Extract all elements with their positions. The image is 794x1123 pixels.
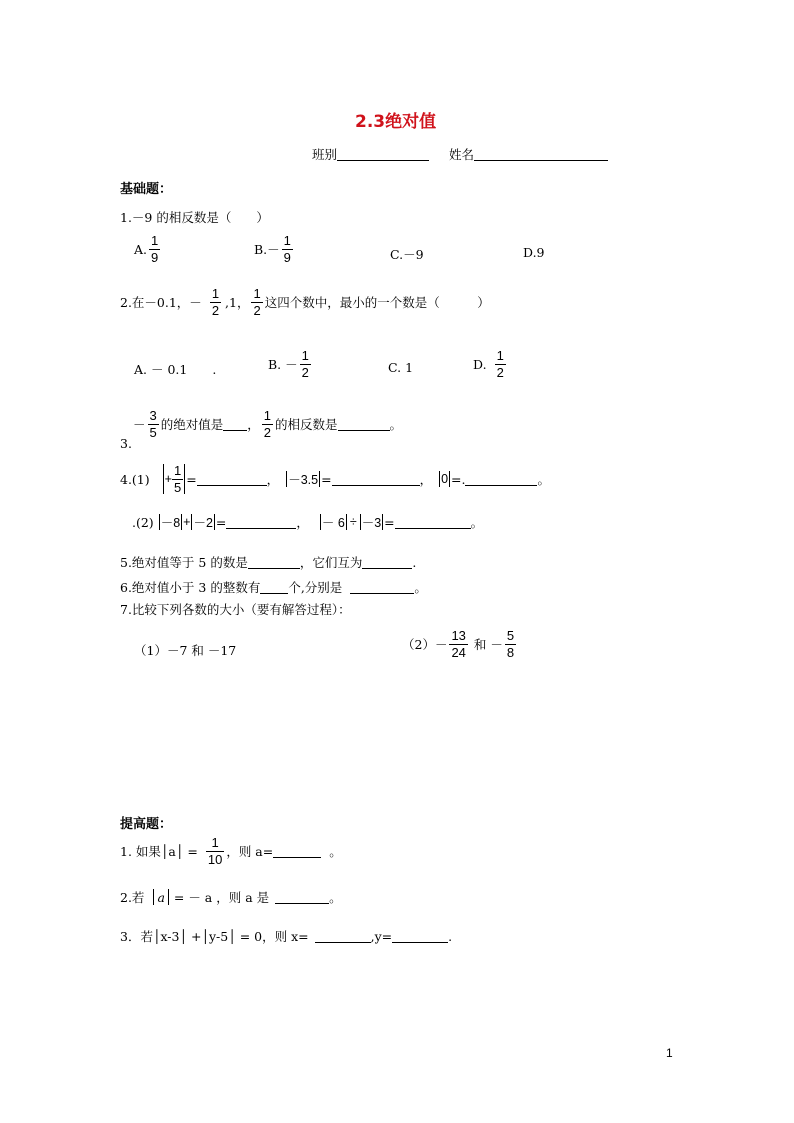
adv-q3-end: . <box>448 928 453 944</box>
q5-end: . <box>412 554 417 570</box>
fraction: $\frac{5}{8}$ <box>506 628 515 660</box>
fraction: $\frac{1}{9}$ <box>283 233 291 265</box>
q4-blank-1[interactable] <box>197 473 267 486</box>
q3-blank-2[interactable] <box>338 418 390 431</box>
q6-blank-1[interactable] <box>260 581 288 594</box>
basic-q2-option-a: A. － 0.1 . <box>134 362 217 377</box>
abs-value: －8 <box>160 516 181 530</box>
q5-text2: ，它们互为 <box>299 555 363 570</box>
q2-suffix: 这四个数中，最小的一个数是（ ） <box>264 295 490 311</box>
abs-value: －3 <box>361 516 382 530</box>
basic-q7-stem: 7.比较下列各数的大小（要有解答过程）： <box>120 602 351 617</box>
basic-q1-option-b <box>254 234 295 264</box>
q3-text2: 的相反数是 <box>275 417 338 433</box>
abs-bar <box>319 471 320 487</box>
equals: = <box>321 471 332 487</box>
basic-q2-stem <box>120 287 490 317</box>
basic-q1-option-d: D.9 <box>523 245 545 260</box>
option-label: B. － <box>268 357 298 373</box>
equals: =. <box>451 471 466 487</box>
basic-q2-option-d <box>473 349 508 379</box>
comma: ， <box>419 472 433 488</box>
comma: ， <box>296 515 309 530</box>
q4-label: .(2) <box>132 514 154 530</box>
q3-blank-1[interactable] <box>223 418 247 431</box>
fraction: $\frac{1}{10}$ <box>207 835 223 867</box>
abs-bar <box>184 464 185 494</box>
fraction: $\frac{1}{2}$ <box>301 348 309 380</box>
abs-bar <box>168 889 169 905</box>
abs-bar <box>163 464 164 494</box>
q6-text2: 个,分别是 <box>288 580 343 595</box>
page-title: 2.3绝对值 <box>355 112 437 132</box>
q3-text1: 的绝对值是 <box>160 417 224 433</box>
basic-q3 <box>133 409 402 439</box>
adv-q3-blank-y[interactable] <box>392 930 448 943</box>
basic-q4-line2 <box>132 513 483 531</box>
basic-q1-option-c: C.－9 <box>390 247 424 262</box>
adv-q3-text2: ,y= <box>370 928 393 944</box>
adv-q2-blank[interactable] <box>275 891 329 904</box>
abs-bar <box>346 514 347 530</box>
q2-prefix: 2.在－0.1，－ <box>120 295 202 311</box>
abs-value: －2 <box>193 516 213 530</box>
abs-value: 0 <box>441 472 449 487</box>
q7-part2-label: （2）－ <box>402 637 448 653</box>
fraction: $\frac{3}{5}$ <box>149 408 157 440</box>
abs-bar <box>382 514 383 530</box>
plus-sign: + <box>164 472 172 487</box>
student-info <box>312 145 608 163</box>
fraction: $\frac{1}{2}$ <box>263 408 272 440</box>
q3-sep: ， <box>247 417 260 433</box>
option-label: B.－ <box>254 242 280 258</box>
adv-q2-text: = － a ，则 a 是 <box>173 890 270 905</box>
abs-bar <box>320 514 321 530</box>
basic-q4-line1 <box>120 464 550 494</box>
advanced-q3 <box>120 927 452 945</box>
fraction: $\frac{13}{24}$ <box>451 628 466 660</box>
abs-bar <box>286 471 287 487</box>
basic-q6 <box>120 578 427 596</box>
period: 。 <box>470 515 484 530</box>
period: 。 <box>537 472 550 488</box>
abs-bar <box>153 889 154 905</box>
basic-q1-stem: 1.－9 的相反数是（ ） <box>120 210 269 225</box>
fraction: $\frac{1}{2}$ <box>496 348 504 380</box>
name-label: 姓名 <box>449 147 475 162</box>
adv-q1-blank[interactable] <box>273 845 321 858</box>
q5-text1: 5.绝对值等于 5 的数是 <box>120 555 248 570</box>
q5-blank-1[interactable] <box>248 556 300 569</box>
q4-blank-3[interactable] <box>465 473 537 486</box>
advanced-section-heading: 提高题： <box>120 817 173 832</box>
basic-q2-option-b <box>268 349 313 379</box>
basic-q5 <box>120 553 416 571</box>
basic-q7-part2 <box>402 629 518 659</box>
adv-q2-end: 。 <box>329 890 342 905</box>
q4-blank-4[interactable] <box>226 516 296 529</box>
q6-blank-2[interactable] <box>350 581 414 594</box>
q7-and: 和 － <box>473 637 503 653</box>
equals: = <box>384 514 395 530</box>
q4-label: 4.(1) <box>120 471 150 487</box>
basic-q7-part1: （1）－7 和 －17 <box>134 643 237 658</box>
basic-q3-number: 3. <box>120 436 132 451</box>
basic-q1-option-a <box>134 234 162 264</box>
basic-q2-option-c: C. 1 <box>388 360 414 375</box>
advanced-q1 <box>120 836 342 866</box>
abs-value: － 6 <box>321 516 345 530</box>
name-blank[interactable] <box>474 148 608 161</box>
class-blank[interactable] <box>337 148 429 161</box>
class-label: 班别 <box>312 147 338 162</box>
adv-q1-end: 。 <box>329 844 342 860</box>
abs-bar <box>439 471 440 487</box>
q4-blank-2[interactable] <box>332 473 420 486</box>
basic-section-heading: 基础题： <box>120 182 173 197</box>
fraction: $\frac{1}{2}$ <box>211 286 220 318</box>
abs-value: －3.5 <box>288 473 319 488</box>
adv-q1-prefix: 1. 如果│a│ = <box>120 844 198 860</box>
q2-mid: ,1， <box>225 295 250 311</box>
abs-bar <box>159 514 160 530</box>
adv-q2-prefix: 2.若 <box>120 890 145 905</box>
minus-sign: － <box>133 417 146 433</box>
fraction: $\frac{1}{5}$ <box>173 463 182 495</box>
q4-blank-5[interactable] <box>395 516 471 529</box>
q6-text1: 6.绝对值小于 3 的整数有 <box>120 580 261 595</box>
q3-end: 。 <box>389 417 403 433</box>
divide-sign: ÷ <box>349 515 357 529</box>
q5-blank-2[interactable] <box>362 556 412 569</box>
fraction: $\frac{1}{9}$ <box>151 233 159 265</box>
adv-q3-blank-x[interactable] <box>315 930 371 943</box>
adv-q3-text1: 3．若│x-3│ +│y-5│ = 0，则 x= <box>120 929 309 944</box>
q6-end: 。 <box>414 580 427 595</box>
abs-value: a <box>157 889 165 905</box>
fraction: $\frac{1}{2}$ <box>253 286 261 318</box>
advanced-q2 <box>120 888 342 906</box>
page-number: 1 <box>666 1046 673 1060</box>
equals: = <box>215 514 227 530</box>
option-label: D. <box>473 356 487 372</box>
abs-bar <box>191 514 192 530</box>
plus-sign: + <box>183 515 191 529</box>
equals: = <box>186 471 197 487</box>
abs-bar <box>360 514 361 530</box>
abs-bar <box>181 514 182 530</box>
option-label: A. <box>134 241 148 257</box>
adv-q1-text: ，则 a= <box>226 844 274 860</box>
abs-bar <box>449 471 450 487</box>
abs-bar <box>214 514 215 530</box>
comma: ， <box>266 472 280 488</box>
